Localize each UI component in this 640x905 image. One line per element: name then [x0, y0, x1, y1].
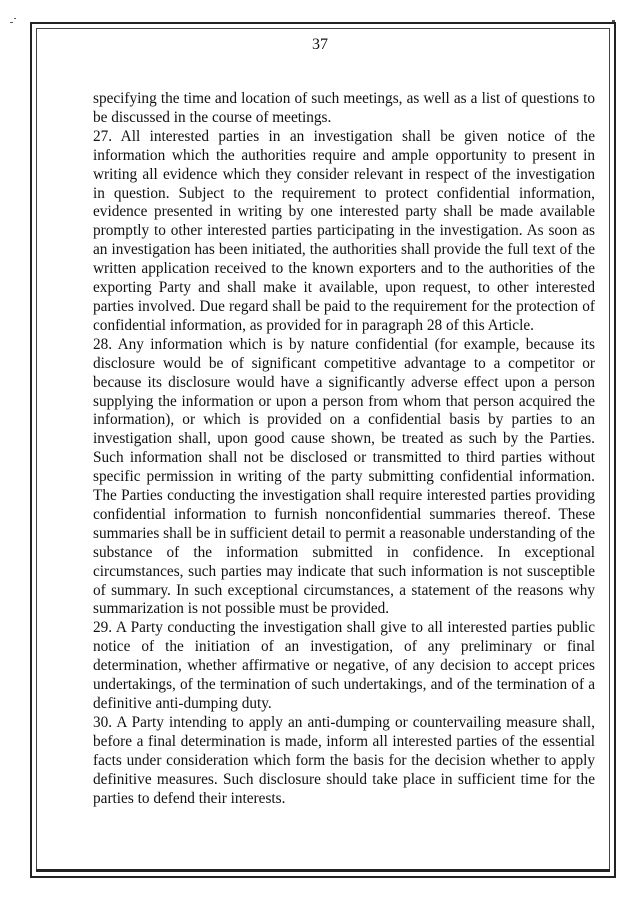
scan-speck	[14, 18, 16, 19]
scan-speck	[10, 22, 13, 23]
paragraph-27: 27. All interested parties in an investigation shall be given notice of the information which the authorities require and ample opportunity to present in writing all evidence which they consider relevant in respect of the investigation in question. Subject to the requirement to protect confidential information, evidence presented in writing by one interested party shall be made available promptly to other interested parties participating in the investigation. As soon as an investigation has been initiated, the authorities shall provide the full text of the written application received to the known exporters and to the authorities of the exporting Party and shall make it available, upon request, to other interested parties involved. Due regard shall be paid to the requirement for the protection of confidential information, as provided for in paragraph 28 of this Article.	[93, 127, 595, 334]
scan-speck	[612, 20, 615, 22]
bottom-rule	[36, 869, 610, 872]
document-body	[93, 90, 595, 808]
paragraph-continuation: specifying the time and location of such meetings, as well as a list of questions to be discussed in the course of meetings.	[93, 90, 595, 126]
paragraph-29: 29. A Party conducting the investigation shall give to all interested parties public notice of the initiation of an investigation, of any preliminary or final determination, whether affirmative or negative, of any decision to accept prices undertakings, of the termination of such undertakings, and of the termination of a definitive anti-dumping duty.	[93, 619, 595, 712]
page-number: 37	[312, 36, 328, 53]
paragraph-30: 30. A Party intending to apply an anti-dumping or countervailing measure shall, before a final determination is made, inform all interested parties of the essential facts under consideration which form the basis for the decision whether to apply definitive measures. Such disclosure should take place in sufficient time for the parties to defend their interests.	[93, 713, 595, 807]
paragraph-28: 28. Any information which is by nature confidential (for example, because its disclosure would be of significant competitive advantage to a competitor or because its disclosure would have a significantly adverse effect upon a person supplying the information or upon a person from whom that person acquired the information), or which is provided on a confidential basis by parties to an investigation shall, upon good cause shown, be treated as such by the Parties. Such information shall not be disclosed or transmitted to third parties without specific permission in writing of the party submitting confidential information. The Parties conducting the investigation shall require interested parties providing confidential information to furnish nonconfidential summaries thereof. These summaries shall be in sufficient detail to permit a reasonable understanding of the substance of the information submitted in confidence. In exceptional circumstances, such parties may indicate that such information is not susceptible of summary. In such exceptional circumstances, a statement of the reasons why summarization is not possible must be provided.	[93, 335, 595, 618]
